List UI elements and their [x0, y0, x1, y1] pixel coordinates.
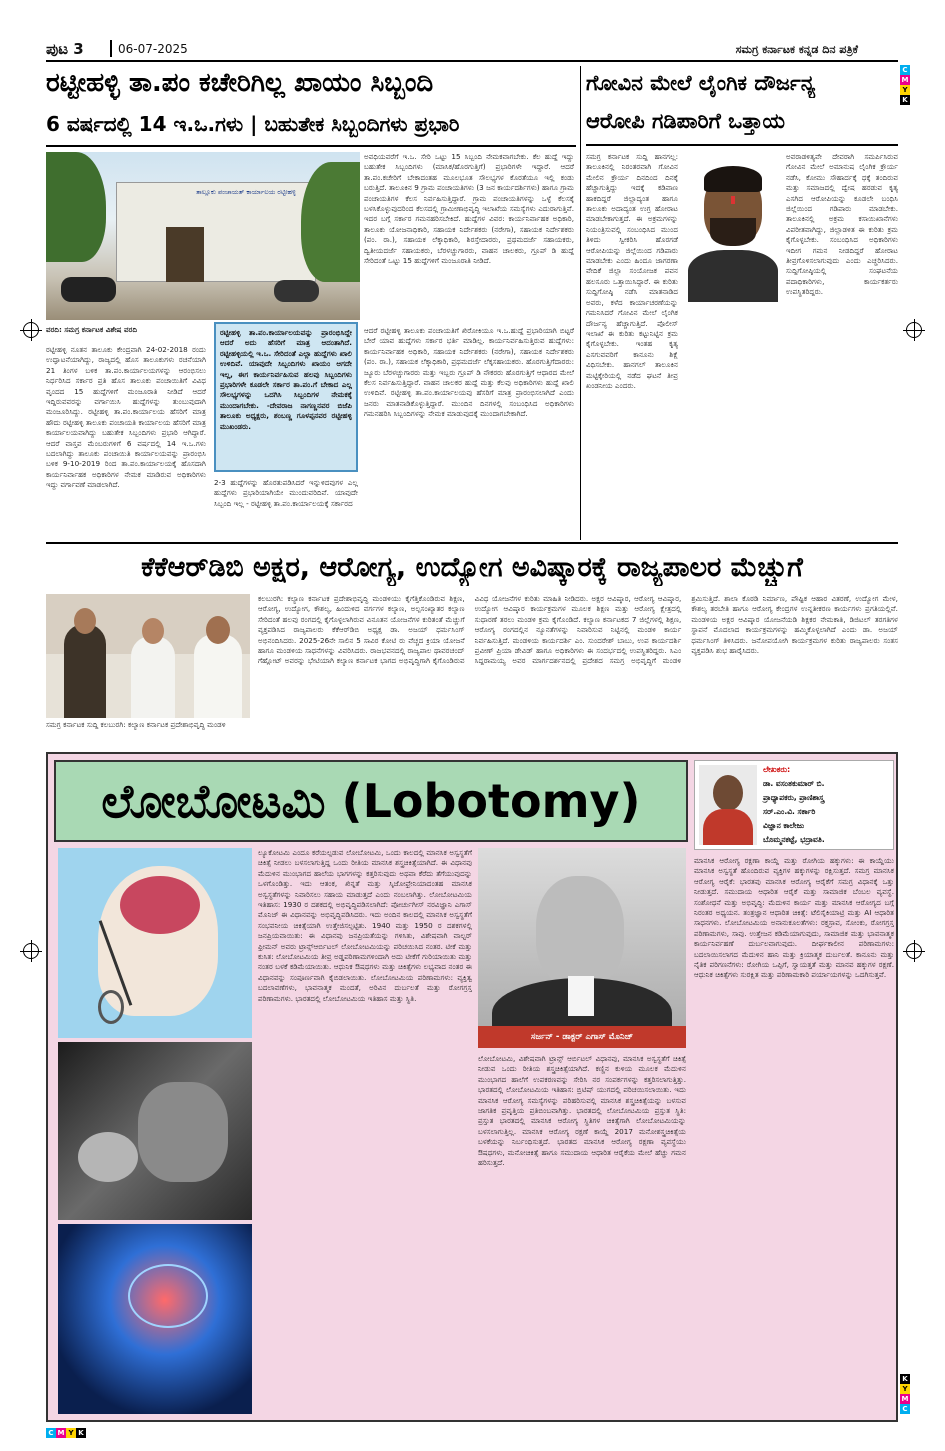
motorbike-1 [61, 277, 116, 302]
story2-headline-2: ಆರೋಪಿ ಗಡಿಪಾರಿಗೆ ಒತ್ತಾಯ [586, 109, 786, 133]
surgeon-figure [138, 1082, 228, 1182]
paper-tagline: ಸಮಗ್ರ ಕರ್ನಾಟಕ ಕನ್ನಡ ದಿನ ಪತ್ರಿಕೆ [735, 43, 858, 56]
moniz-portrait [478, 848, 686, 1048]
story3-headline: ಕೆಕೆಆರ್‌ಡಿಬಿ ಅಕ್ಷರ, ಆರೋಗ್ಯ, ಉದ್ಯೋಗ ಅವಿಷ್ಕಾರಕ್ಕೆ ರಾಜ್ಯಪಾಲರ ಮೆಚ್ಚುಗೆ [141, 552, 803, 583]
patient-head [78, 1132, 138, 1182]
brain-shape [120, 876, 200, 934]
lobotomy-title: ಲೋಬೋಟಮಿ (Lobotomy) [101, 774, 641, 828]
page-header [46, 38, 898, 62]
cmyk-m-3: M [57, 1429, 65, 1437]
story1-after-callout: 2-3 ಹುದ್ದೆಗಳನ್ನು ಹೊರತುಪಡಿಸಿದರೆ ಇನ್ನುಳಿದವುಗಳ ಎಲ್ಲ ಹುದ್ದೆಗಳು ಪ್ರಭಾರಿಯಾಗಿಯೇ ಮುಂದುವರಿದಿವೆ. ಯಾವುದೇ ಸಿಬ್ಬಂದಿ ಇಲ್ಲ - ರಟ್ಟೀಹಳ್ಳಿ ತಾ.ಪಂ.ಕಾರ್ಯಾಲಯಕ್ಕೆ ಸರ್ಕಾರದ [214, 478, 358, 508]
cmyk-k-3: K [76, 1428, 86, 1438]
author-head [713, 775, 743, 811]
lobotomy-title-box [54, 760, 688, 842]
registration-mark-right-top [906, 322, 922, 338]
person-left [64, 624, 106, 718]
story2-divider [580, 66, 581, 540]
moniz-caption-box [478, 1026, 686, 1048]
head-illustration [58, 848, 252, 1038]
portrait-beard [710, 218, 756, 246]
story1-byline: ವರದಿ: ಸಮಗ್ರ ಕರ್ನಾಟಕ ವಿಶೇಷ ವರದಿ [46, 325, 138, 334]
story2-column-2: ಅವರಾಡಳಿತ್ಯವೇ ದೇವರಾಗಿ ಸಮರ್ಪಿಸಿರುವ ಗೋವಿನ ಮೇಲೆ ಅಮಾನುಷ ಲೈಂಗಿಕ ಕ್ರೌರ್ಯ ನಡೆಸಿ, ಕೋಮು ಸೌಹಾರ್ದಕ್ಕೆ ಧಕ್ಕೆ ತಂದಿರುವ ಮತ್ತು ಸಮಾಜದಲ್ಲಿ ದ್ವೇಷ ಹರಡುವ ಕೃತ್ಯ ಎಸಗಿದ ಆರೋಪಿಯನ್ನು ಕೂಡಲೇ ಬಂಧಿಸಿ ಜಿಲ್ಲೆಯಿಂದ ಗಡಿಪಾರು ಮಾಡಬೇಕು. ತಾಲೂಕಿನಲ್ಲಿ ಅಕ್ರಮ ಕಸಾಯಿಖಾನೆಗಳು ವಿಪರೀತವಾಗಿದ್ದು, ಜಿಲ್ಲಾಡಳಿತ ಈ ಕುರಿತು ಕ್ರಮ ಕೈಗೊಳ್ಳಬೇಕು. ಸಂಬಂಧಿಸಿದ ಅಧಿಕಾರಿಗಳು ಇದೀಗ ಗಮನ ನೀಡದಿದ್ದರೆ ಹೋರಾಟ ತೀವ್ರಗೊಳಿಸಲಾಗುವುದು ಎಂದು ಎಚ್ಚರಿಸಿದರು. ಸುದ್ದಿಗೋಷ್ಠಿಯಲ್ಲಿ ಸಂಘಟನೆಯ ಪದಾಧಿಕಾರಿಗಳು, ಕಾರ್ಯಕರ್ತರು ಉಪಸ್ಥಿತರಿದ್ದರು. [786, 152, 898, 297]
person-center [131, 636, 175, 718]
building-sign: ತಾಲ್ಲೂಕು ಪಂಚಾಯತ್ ಕಾರ್ಯಾಲಯ ರಟ್ಟೀಹಳ್ಳಿ [196, 188, 296, 196]
story2-portrait [682, 152, 782, 302]
moniz-collar [568, 976, 594, 1016]
story1-photo [46, 152, 360, 320]
lobotomy-column-1: ಲ್ಯೂಕೋಟಮಿ ಎಂದೂ ಕರೆಯಲ್ಪಡುವ ಲೋಬೋಟಮಿ, ಒಂದು ಕಾಲದಲ್ಲಿ ಮಾನಸಿಕ ಅಸ್ವಸ್ಥತೆಗೆ ಚಿಕಿತ್ಸೆ ನೀಡಲು ಬಳಸಲಾಗುತ್ತಿದ್ದ ಒಂದು ರೀತಿಯ ಮಾನಸಿಕ ಶಸ್ತ್ರಚಿಕಿತ್ಸೆಯಾಗಿದೆ. ಈ ವಿಧಾನವು ಮೆದುಳಿನ ಮುಂಭಾಗದ ಹಾಲೆಯ ಭಾಗಗಳನ್ನು ಕತ್ತರಿಸುವುದು ಅಥವಾ ಕೆರೆದು ತೆಗೆಯುವುದನ್ನು ಒಳಗೊಂಡಿತ್ತು. ಇದು ಆತಂಕ, ಖಿನ್ನತೆ ಮತ್ತು ಸ್ಕಿಜೋಫ್ರೇನಿಯಾದಂತಹ ಮಾನಸಿಕ ಅಸ್ವಸ್ಥತೆಗಳನ್ನು ನಿವಾರಿಸಲು ಸಹಾಯ ಮಾಡುತ್ತದೆ ಎಂದು ನಂಬಲಾಗಿತ್ತು. ಲೋಬೋಟಮಿಯ ಇತಿಹಾಸ: 1930 ರ ದಶಕದಲ್ಲಿ ಅಭಿವೃದ್ಧಿಪಡಿಸಲಾಗಿದೆ: ಪೋರ್ಚುಗೀಸ್ ನರವಿಜ್ಞಾನಿ ಎಗಾಸ್ ಮೊನಿಜ್ ಈ ವಿಧಾನವನ್ನು ಅಭಿವೃದ್ಧಿಪಡಿಸಿದರು. ಇದು ಅಂದಿನ ಕಾಲದಲ್ಲಿ ಮಾನಸಿಕ ಅಸ್ವಸ್ಥತೆಗೆ ಸಂಭವನೀಯ ಚಿಕಿತ್ಸೆಯಾಗಿ ಉತ್ತೇಜಿಸಲ್ಪಟ್ಟಿತು. 1940 ಮತ್ತು 1950 ರ ದಶಕಗಳಲ್ಲಿ ಜನಪ್ರಿಯವಾಯಿತು: ಈ ವಿಧಾನವು ಜನಪ್ರಿಯತೆಯನ್ನು ಗಳಿಸಿತು, ವಿಶೇಷವಾಗಿ ವಾಲ್ಟರ್ ಫ್ರೀಮನ್ ಅವರು ಟ್ರಾನ್ಸ್‌ಆರ್ಬಿಟಲ್ ಲೋಬೋಟಮಿಯನ್ನು ಪರಿಚಯಿಸಿದ ನಂತರ. ಟೀಕೆ ಮತ್ತು ಕುಸಿತ: ಲೋಬೋಟಮಿಯ ತೀವ್ರ ಅಡ್ಡಪರಿಣಾಮಗಳಿಂದಾಗಿ ಅದು ಟೀಕೆಗೆ ಗುರಿಯಾಯಿತು ಮತ್ತು ನಂತರ ಬಳಕೆ ಕಡಿಮೆಯಾಯಿತು. ಆಧುನಿಕ ಔಷಧಗಳು ಮತ್ತು ಚಿಕಿತ್ಸೆಗಳು ಲಭ್ಯವಾದ ನಂತರ ಈ ವಿಧಾನವನ್ನು ಸಂಪೂರ್ಣವಾಗಿ ಕೈಬಿಡಲಾಯಿತು. ಲೋಬೋಟಮಿಯ ಪರಿಣಾಮಗಳು: ವ್ಯಕ್ತಿತ್ವ ಬದಲಾವಣೆಗಳು, ಭಾವನಾತ್ಮಕ ಮಂದತೆ, ಅರಿವಿನ ದುರ್ಬಲತೆ ಮತ್ತು ರೋಗಗ್ರಸ್ತ ಪರಿಣಾಮಗಳು. ಭಾರತದಲ್ಲಿ ಲೋಬೋಟಮಿಯ ಇತಿಹಾಸ ಮತ್ತು ಸ್ಥಿತಿ. [258, 848, 472, 1003]
story1-column-2: ಅವಧಿಯವರೆಗೆ ಇ.ಒ. ಸೇರಿ ಒಟ್ಟು 15 ಸಿಬ್ಬಂದಿ ನೇಮಕವಾಗಬೇಕು. ಕೆಲ ಹುದ್ದೆ ಇದ್ದು ಬಹುತೇಕ ಸಿಬ್ಬಂದಿಗಳು (ಮಾಸಿಕ/ಹೊರಗುತ್ತಿಗೆ) ಪ್ರಭಾರಿಗಳೇ ಇದ್ದಾರೆ. ಆದರೆ ತಾ.ಪಂ.ಕಚೇರಿಗೆ ಬೇಕಾದಂತಹ ಮೂಲಭೂತ ಸೌಲಭ್ಯಗಳ ಕೊರತೆಯೂ ಇಲ್ಲಿ ಕಂಡು ಬರುತ್ತಿದೆ. ತಾಲೂಕಿನ 9 ಗ್ರಾಮ ಪಂಚಾಯತಿಗಳು (3 ಜನ ಕಾರ್ಯದರ್ಶಿಗಳು) ಹಾಗೂ ಗ್ರಾಮ ಪಂಚಾಯತಿಗಳ ಕೆಲಸ ನಿರ್ವಹಿಸುತ್ತಿದ್ದಾರೆ. ಗ್ರಾಮ ಪಂಚಾಯತಿಗಳನ್ನು ಒಳ್ಳೆ ಕೆಲಸಕ್ಕೆ ಬಳಸಿಕೊಳ್ಳುವುದರಿಂದ ಕೆಲಸದಲ್ಲಿ ಗ್ರಾಮೀಣಾಭಿವೃದ್ಧಿ ಇಲಾಖೆಯ ಸಮಸ್ಯೆಗಳು ಎದುರಾಗುತ್ತಿವೆ. ಇದರ ಬಗ್ಗೆ ಸರ್ಕಾರ ಗಮನಹರಿಸಬೇಕಿದೆ. ಹುದ್ದೆಗಳ ವಿವರ: ಕಾರ್ಯನಿರ್ವಾಹಕ ಅಧಿಕಾರಿ, ತಾಲೂಕು ಯೋಜನಾಧಿಕಾರಿ, ಸಹಾಯಕ ನಿರ್ದೇಶಕರು (ನರೇಗಾ), ಸಹಾಯಕ ನಿರ್ದೇಶಕರು (ಪಂ. ರಾ.), ಸಹಾಯಕ ಲೆಕ್ಕಾಧಿಕಾರಿ, ಶಿರಸ್ತೇದಾರರು, ಪ್ರಥಮದರ್ಜೆ ಸಹಾಯಕರು, ದ್ವಿತೀಯದರ್ಜೆ ಸಹಾಯಕರು, ಬೆರಳಚ್ಚುಗಾರರು, ವಾಹನ ಚಾಲಕರು, ಗ್ರೂಪ್ ಡಿ ಹುದ್ದೆ ಸೇರಿದಂತೆ ಒಟ್ಟು 15 ಹುದ್ದೆಗಳಿಗೆ ಮಂಜೂರಾತಿ ನೀಡಿದೆ. [364, 152, 574, 266]
story1-subheadline: 6 ವರ್ಷದಲ್ಲಿ 14 ಇ.ಒ.ಗಳು | ಬಹುತೇಕ ಸಿಬ್ಬಂದಿಗಳು ಪ್ರಭಾರಿ [46, 112, 460, 136]
brain-glow [128, 1264, 208, 1328]
story1-rule [46, 145, 576, 147]
cmyk-strip-bottom-right [900, 1374, 910, 1414]
cmyk-y-2: Y [900, 1384, 910, 1394]
tree-right [301, 162, 360, 282]
person-right-head [206, 616, 230, 644]
building-wall [116, 182, 316, 282]
author-label: ಲೇಖಕರು: [763, 765, 791, 774]
brain-scan-illustration [58, 1224, 252, 1414]
moniz-head [536, 876, 624, 986]
registration-mark-left-top [23, 322, 39, 338]
story3-text: ಕಲಬುರಗಿ: ಕಲ್ಯಾಣ ಕರ್ನಾಟಕ ಪ್ರದೇಶಾಭಿವೃದ್ಧಿ ಮಂಡಳಿಯು ಕೈಗೆತ್ತಿಕೊಂಡಿರುವ ಶಿಕ್ಷಣ, ಆರೋಗ್ಯ, ಉದ್ಯೋಗ, ಕೌಶಲ್ಯ, ಹಿಂದುಳಿದ ವರ್ಗಗಳ ಕಲ್ಯಾಣ, ಅಲ್ಪಸಂಖ್ಯಾತರ ಕಲ್ಯಾಣ ಸೇರಿದಂತೆ ಹಲವು ರಂಗದಲ್ಲಿ ಕೈಗೊಳ್ಳಲಾಗಿರುವ ವಿನೂತನ ಯೋಜನೆಗಳ ಕುರಿತಂತೆ ಮೆಚ್ಚುಗೆ ವ್ಯಕ್ತಪಡಿಸಿದ ರಾಜ್ಯಪಾಲರು ಕೆಕೆಆರ್‌ಡಿಬಿ ಅಧ್ಯಕ್ಷ ಡಾ. ಅಜಯ್ ಧರ್ಮಸಿಂಗ್ ಅಭಿನಂದಿಸಿದರು. 2025-26ನೇ ಸಾಲಿನ 5 ಸಾವಿರ ಕೋಟಿ ರು ವೆಚ್ಚದ ಕ್ರಿಯಾ ಯೋಜನೆ ಹಾಗೂ ಮಂಡಳಿಯ ಸಾಧನೆಗಳನ್ನು ವಿವರಿಸಿದರು. ರಾಜಭವನದಲ್ಲಿ ರಾಜ್ಯಪಾಲ ಥಾವರಚಂದ್ ಗೆಹ್ಲೋಟ್ ಅವರನ್ನು ಭೇಟಿಯಾಗಿ ಕಲ್ಯಾಣ ಕರ್ನಾಟಕ ಭಾಗದ ಅಭಿವೃದ್ಧಿಗಾಗಿ ಕೈಗೊಂಡಿರುವ ವಿವಿಧ ಯೋಜನೆಗಳ ಕುರಿತು ಮಾಹಿತಿ ನೀಡಿದರು. ಅಕ್ಷರ ಆವಿಷ್ಕಾರ, ಆರೋಗ್ಯ ಆವಿಷ್ಕಾರ, ಉದ್ಯೋಗ ಆವಿಷ್ಕಾರ ಕಾರ್ಯಕ್ರಮಗಳ ಮೂಲಕ ಶಿಕ್ಷಣ ಮತ್ತು ಆರೋಗ್ಯ ಕ್ಷೇತ್ರದಲ್ಲಿ ಸುಧಾರಣೆ ತರಲು ಮಂಡಳಿ ಕ್ರಮ ಕೈಗೊಂಡಿದೆ. ಕಲ್ಯಾಣ ಕರ್ನಾಟಕದ 7 ಜಿಲ್ಲೆಗಳಲ್ಲಿ ಶಿಕ್ಷಣ, ಆರೋಗ್ಯ ರಂಗದಲ್ಲಿನ ನ್ಯೂನತೆಗಳನ್ನು ನಿವಾರಿಸುವ ನಿಟ್ಟಿನಲ್ಲಿ ಮಂಡಳಿ ಕಾರ್ಯ ನಿರ್ವಹಿಸುತ್ತಿದೆ. ಮಂಡಳಿಯ ಕಾರ್ಯದರ್ಶಿ ಎಂ. ಸುಂದರೇಶ್ ಬಾಬು, ಉಪ ಕಾರ್ಯದರ್ಶಿ ಪ್ರವೀಣ್ ಪ್ರಿಯಾ ಡೇವಿಡ್ ಹಾಗೂ ಅಧಿಕಾರಿಗಳು ಈ ಸಂದರ್ಭದಲ್ಲಿ ಉಪಸ್ಥಿತರಿದ್ದರು. ಸಿಎಂ ಸಿದ್ದರಾಮಯ್ಯ ಅವರ ಮಾರ್ಗದರ್ಶನದಲ್ಲಿ ಪ್ರದೇಶದ ಸಮಗ್ರ ಅಭಿವೃದ್ಧಿಗೆ ಮಂಡಳಿ ಶ್ರಮಿಸುತ್ತಿದೆ. ಶಾಲಾ ಕೊಠಡಿ ನಿರ್ಮಾಣ, ಪೌಷ್ಟಿಕ ಆಹಾರ ವಿತರಣೆ, ಉದ್ಯೋಗ ಮೇಳ, ಕೌಶಲ್ಯ ತರಬೇತಿ ಹಾಗೂ ಆರೋಗ್ಯ ಕೇಂದ್ರಗಳ ಉನ್ನತೀಕರಣ ಕಾರ್ಯಗಳು ಪ್ರಗತಿಯಲ್ಲಿವೆ. ಮಂಡಳಿಯ ಅಕ್ಷರ ಆವಿಷ್ಕಾರ ಯೋಜನೆಯಡಿ ಶಿಕ್ಷಕರ ನೇಮಕಾತಿ, ಡಿಜಿಟಲ್ ತರಗತಿಗಳ ಸ್ಥಾಪನೆ ಮೊದಲಾದ ಕಾರ್ಯಕ್ರಮಗಳನ್ನು ಹಮ್ಮಿಕೊಳ್ಳಲಾಗಿದೆ ಎಂದು ಡಾ. ಅಜಯ್ ಧರ್ಮಸಿಂಗ್ ತಿಳಿಸಿದರು. ಜನೋಪಯೋಗಿ ಕಾರ್ಯಕ್ರಮಗಳ ಕುರಿತು ರಾಜ್ಯಪಾಲರು ಸಂತಸ ವ್ಯಕ್ತಪಡಿಸಿ ಶುಭ ಹಾರೈಸಿದರು. [258, 594, 898, 666]
cmyk-k: K [900, 95, 910, 105]
portrait-tilak [731, 196, 735, 204]
pick-loop [98, 990, 124, 1024]
cmyk-strip-bottom-left [46, 1428, 86, 1438]
page-number: ಪುಟ 3 [46, 40, 84, 58]
cmyk-m-2: M [901, 1395, 909, 1403]
story1-callout [214, 322, 358, 472]
story3-photo [46, 594, 250, 718]
building-door [166, 227, 204, 282]
story2-column-1: ಸಮಗ್ರ ಕರ್ನಾಟಕ ಸುದ್ದಿ ಹಾನಗಲ್ಲ: ತಾಲೂಕಿನಲ್ಲಿ ನಿರಂತರವಾಗಿ ಗೋವಿನ ಮೇಲಿನ ಕ್ರೌರ್ಯ ದಿನದಿಂದ ದಿನಕ್ಕೆ ಹೆಚ್ಚಾಗುತ್ತಿದ್ದು ಇದಕ್ಕೆ ಕಡಿವಾಣ ಹಾಕದಿದ್ದರೆ ಜಿಲ್ಲಾದ್ಯಂತ ಹಾಗೂ ತಾಲೂಕು ಅದಾದ್ಯಂತ ಉಗ್ರ ಹೋರಾಟ ಮಾಡಬೇಕಾಗುತ್ತದೆ. ಈ ಅಕ್ರಮಗಳನ್ನು ನಿಯಂತ್ರಿಸುವಲ್ಲಿ ಸಂಬಂಧಿಸಿದ ಮುಂದ ತಿಳಿದು ಸ್ವೀಕರಿಸಿ ಹೊರಗಡೆ ಆರೋಪಿಯನ್ನು ಜಿಲ್ಲೆಯಿಂದ ಗಡಿಪಾರು ಮಾಡಬೇಕು ಎಂದು ಹಿಂದೂ ಜಾಗರಣಾ ವೇದಿಕೆ ಜಿಲ್ಲಾ ಸಂಯೋಜಕ ಪವನ ಹಲಸೂರು ಒತ್ತಾಯಿಸಿದ್ದಾರೆ. ಈ ಕುರಿತು ಸುದ್ದಿಗೋಷ್ಠಿ ನಡೆಸಿ ಮಾತನಾಡಿದ ಅವರು, ಕಳೆದ ಕಾರ್ಯಾಚರಣೆಯನ್ನು ಗಮನಿಸಿದರೆ ಗೋವಿನ ಮೇಲೆ ಲೈಂಗಿಕ ದೌರ್ಜನ್ಯ ಹೆಚ್ಚಾಗುತ್ತಿದೆ. ಪೊಲೀಸ್ ಇಲಾಖೆ ಈ ಕುರಿತು ಕಟ್ಟುನಿಟ್ಟಿನ ಕ್ರಮ ಕೈಗೊಳ್ಳಬೇಕು. ಇಂತಹ ಕೃತ್ಯ ಎಸಗುವವರಿಗೆ ಕಾನೂನು ಶಿಕ್ಷೆ ವಿಧಿಸಬೇಕು. ಹಾನಗಲ್ ತಾಲೂಕಿನ ಮಟ್ಟಿಕ್ಕೇರಿಯಲ್ಲಿ ನಡೆದ ಘಟನೆ ತೀವ್ರ ಖಂಡನೀಯ ಎಂದರು. [586, 152, 678, 390]
cmyk-y: Y [900, 85, 910, 95]
author-line-5: ಬೊಮ್ಮನಕಟ್ಟೆ, ಭದ್ರಾವತಿ. [763, 835, 825, 844]
cmyk-c: C [900, 65, 910, 75]
story3-top-rule [46, 542, 898, 544]
story1-headline: ರಟ್ಟೀಹಳ್ಳಿ ತಾ.ಪಂ ಕಚೇರಿಗಿಲ್ಲ ಖಾಯಂ ಸಿಬ್ಬಂದಿ [46, 68, 434, 98]
header-rule [46, 60, 898, 62]
cmyk-m: M [901, 76, 909, 84]
tree-left [46, 152, 106, 262]
page-date: 06-07-2025 [118, 42, 188, 56]
portrait-hair [704, 166, 762, 192]
story2-rule [586, 144, 898, 146]
registration-mark-left-bottom [23, 943, 39, 959]
header-divider [110, 40, 112, 57]
person-center-head [142, 618, 164, 644]
lobotomy-column-2: ಲೋಬೋಟಮಿ, ವಿಶೇಷವಾಗಿ ಟ್ರಾನ್ಸ್ ಆರ್ಬಿಟಲ್ ವಿಧಾನವು, ಮಾನಸಿಕ ಅಸ್ವಸ್ಥತೆಗೆ ಚಿಕಿತ್ಸೆ ನೀಡುವ ಒಂದು ರೀತಿಯ ಶಸ್ತ್ರಚಿಕಿತ್ಸೆಯಾಗಿದೆ. ಕಣ್ಣಿನ ಕುಳಿಯ ಮೂಲಕ ಮೆದುಳಿನ ಮುಂಭಾಗದ ಹಾಲೆಗೆ ಉಪಕರಣವನ್ನು ಸೇರಿಸಿ ನರ ಸಂಪರ್ಕಗಳನ್ನು ಕತ್ತರಿಸಲಾಗುತ್ತಿತ್ತು. ಭಾರತದಲ್ಲಿ ಲೋಬೋಟಮಿಯ ಇತಿಹಾಸ: ಬ್ರಿಟಿಷ್ ಯುಗದಲ್ಲಿ ಪರಿಚಯಿಸಲಾಯಿತು. ಇದು ಮಾನಸಿಕ ಆರೋಗ್ಯ ಸಮಸ್ಯೆಗಳನ್ನು ಪರಿಹರಿಸುವಲ್ಲಿ ಮಾನಸಿಕ ಶಸ್ತ್ರಚಿಕಿತ್ಸೆಯನ್ನು ಬಳಸುವ ಜಾಗತಿಕ ಪ್ರವೃತ್ತಿಯ ಪ್ರತಿಬಿಂಬವಾಗಿತ್ತು. ಭಾರತದಲ್ಲಿ ಲೋಬೋಟಮಿಯ ಪ್ರಸ್ತುತ ಸ್ಥಿತಿ: ಪ್ರಸ್ತುತ ಭಾರತದಲ್ಲಿ ಮಾನಸಿಕ ಆರೋಗ್ಯ ಸ್ಥಿತಿಗಳ ಚಿಕಿತ್ಸೆಗಾಗಿ ಲೋಬೋಟಮಿಯನ್ನು ಬಳಸಲಾಗುತ್ತಿಲ್ಲ. ಮಾನಸಿಕ ಆರೋಗ್ಯ ರಕ್ಷಣೆ ಕಾಯ್ದೆ 2017 ಮನೋಶಸ್ತ್ರಚಿಕಿತ್ಸೆಯ ಬಳಕೆಯನ್ನು ನಿರ್ಬಂಧಿಸುತ್ತದೆ. ಭಾರತದ ಮಾನಸಿಕ ಆರೋಗ್ಯ ರಕ್ಷಣಾ ವ್ಯವಸ್ಥೆಯು ಔಷಧಗಳು, ಮನೋಚಿಕಿತ್ಸೆ ಹಾಗೂ ಸಮುದಾಯ ಆಧಾರಿತ ಆರೈಕೆಯ ಮೇಲೆ ಹೆಚ್ಚು ಗಮನ ಹರಿಸುತ್ತದೆ. [478, 1054, 686, 1168]
author-name: ಡಾ. ವಸಂತಕುಮಾರ್ ಬಿ. [763, 779, 825, 788]
story1-column-1: ರಟ್ಟೀಹಳ್ಳಿ ನೂತನ ತಾಲೂಕು ಕೇಂದ್ರವಾಗಿ 24-02-2018 ರಂದು ಉದ್ಘಾಟನೆಯಾಗಿದ್ದು, ರಾಜ್ಯದಲ್ಲಿ ಹೊಸ ತಾಲೂಕುಗಳು ರಚನೆಯಾಗಿ 21 ತಿಂಗಳ ಬಳಿಕ ತಾ.ಪಂ.ಕಾರ್ಯಾಲಯಗಳನ್ನು ಆರಂಭಿಸಲು ನಿರ್ಧರಿಸಿದ ಸರ್ಕಾರ ಪ್ರತಿ ಹೊಸ ತಾಲೂಕು ಪಂಚಾಯಿತಿಗೆ ವಿವಿಧ ವೃಂದದ 15 ಹುದ್ದೆಗಳಿಗೆ ಮಂಜೂರಾತಿ ನೀಡಿದೆ ಆದರೆ ಇದ್ದಿರುವವರನ್ನು ವರ್ಗಾಯಿಸಿ ಹುದ್ದೆಗಳನ್ನು ತುಂಬುವುದಾಗಿ ಮಂಜೂರಿಸಿದ್ದು. ರಟ್ಟೀಹಳ್ಳಿ ತಾ.ಪಂ.ಕಾರ್ಯಾಲಯ ಹೆಸರಿಗೆ ಮಾತ್ರ ಹೌದು ರಟ್ಟೀಹಳ್ಳಿ ತಾಲೂಕು ಪಂಚಾಯತಿ ಕಾರ್ಯಾಲಯ ಹೆಸರಿಗೆ ಮಾತ್ರ ಕಾರ್ಯಾಲಯವಾಗಿದ್ದು ಬಹುತೇಕ ಸಿಬ್ಬಂದಿಗಳು ಪ್ರಭಾರಿ ಆಗಿದ್ದಾರೆ. ಆದರೆ ವಾಸ್ತವ ಮೆಂಬರುಗಳಿಗೆ 6 ವರ್ಷದಲ್ಲಿ 14 ಇ.ಒ.ಗಳು ಬದಲಾಗಿದ್ದು ತಾಲೂಕು ಪಂಚಾಯಿತಿ ಕಾರ್ಯಾಲಯವನ್ನು ಪ್ರಾರಂಭಿಸಿ ಬಳಿಕ 9-10-2019 ರಿಂದ ತಾ.ಪಂ.ಕಾರ್ಯಾಲಯಕ್ಕೆ ಹೊಸದಾಗಿ ಕಾರ್ಯನಿರ್ವಾಹಕ ಅಧಿಕಾರಿಗಳ ನೇಮಕ ಮಾಡಿರುವ ಅಧಿಕಾರಿಗಳು ಇದ್ದು ವರ್ಗಾವಣೆ ಮಾಡಲಾಗಿದೆ. [46, 345, 206, 490]
lobotomy-column-3: ಮಾನಸಿಕ ಆರೋಗ್ಯ ರಕ್ಷಣಾ ಕಾಯ್ದೆ ಮತ್ತು ರೋಗಿಯ ಹಕ್ಕುಗಳು: ಈ ಕಾಯ್ದೆಯು ಮಾನಸಿಕ ಅಸ್ವಸ್ಥತೆ ಹೊಂದಿರುವ ವ್ಯಕ್ತಿಗಳ ಹಕ್ಕುಗಳನ್ನು ರಕ್ಷಿಸುತ್ತದೆ. ಸಮಗ್ರ ಮಾನಸಿಕ ಆರೋಗ್ಯ ಆರೈಕೆ: ಭಾರತವು ಮಾನಸಿಕ ಆರೋಗ್ಯ ಆರೈಕೆಗೆ ಸಮಗ್ರ ವಿಧಾನಕ್ಕೆ ಒತ್ತು ನೀಡುತ್ತದೆ. ಸಮುದಾಯ ಆಧಾರಿತ ಆರೈಕೆ ಮತ್ತು ಸಾಮಾಜಿಕ ಬೆಂಬಲ ವ್ಯವಸ್ಥೆ. ಸಂಶೋಧನೆ ಮತ್ತು ಅಭಿವೃದ್ಧಿ: ಮೆದುಳಿನ ಕಾರ್ಯ ಮತ್ತು ಮಾನಸಿಕ ಆರೋಗ್ಯದ ಬಗ್ಗೆ ನಿರಂತರ ಅಧ್ಯಯನ. ತಂತ್ರಜ್ಞಾನ ಆಧಾರಿತ ಚಿಕಿತ್ಸೆ: ಟೆಲಿಸೈಕಿಯಾಟ್ರಿ ಮತ್ತು AI ಆಧಾರಿತ ಸಾಧನಗಳು. ಲೋಬೋಟಮಿಯ ಅನಾನುಕೂಲತೆಗಳು: ರಕ್ತಸ್ರಾವ, ಸೋಂಕು, ರೋಗಗ್ರಸ್ತ ಪರಿಣಾಮಗಳು, ಸಾವು. ಉತ್ತೇಜನ ಕಡಿಮೆಯಾಗುವುದು, ಸಾಮಾಜಿಕ ಮತ್ತು ಭಾವನಾತ್ಮಕ ಕಾರ್ಯನಿರ್ವಹಣೆ ದುರ್ಬಲವಾಗುವುದು. ದೀರ್ಘಕಾಲೀನ ಪರಿಣಾಮಗಳು: ಬದಲಾಯಿಸಲಾಗದ ಮೆದುಳಿನ ಹಾನಿ ಮತ್ತು ಕ್ರಿಯಾತ್ಮಕ ದುರ್ಬಲತೆ. ಕಾನೂನು ಮತ್ತು ನೈತಿಕ ಪರಿಗಣನೆಗಳು: ರೋಗಿಯ ಒಪ್ಪಿಗೆ, ಸ್ವಾಯತ್ತತೆ ಮತ್ತು ಮಾನವ ಹಕ್ಕುಗಳ ರಕ್ಷಣೆ. ಆಧುನಿಕ ಚಿಕಿತ್ಸೆಗಳು ಸುರಕ್ಷಿತ ಮತ್ತು ಪರಿಣಾಮಕಾರಿ ಪರ್ಯಾಯಗಳನ್ನು ಒದಗಿಸುತ್ತವೆ. [694, 856, 894, 980]
story3-photo-caption: ಸಮಗ್ರ ಕರ್ನಾಟಕ ಸುದ್ದಿ ಕಲಬುರಗಿ: ಕಲ್ಯಾಣ ಕರ್ನಾಟಕ ಪ್ರದೇಶಾಭಿವೃದ್ಧಿ ಮಂಡಳಿ [46, 720, 226, 729]
author-line-3: ಸರ್.ಎಂ.ವಿ. ಸರ್ಕಾರಿ [763, 807, 816, 816]
registration-mark-right-bottom [906, 943, 922, 959]
cmyk-c-2: C [900, 1404, 910, 1414]
story2-headline-1: ಗೋವಿನ ಮೇಲೆ ಲೈಂಗಿಕ ದೌರ್ಜನ್ಯ [586, 71, 816, 95]
cmyk-c-3: C [46, 1428, 56, 1438]
surgery-photo [58, 1042, 252, 1220]
cmyk-y-3: Y [66, 1428, 76, 1438]
author-body [703, 809, 753, 845]
person-left-head [74, 608, 96, 634]
cmyk-strip-top [900, 65, 910, 105]
portrait-shirt [688, 250, 778, 302]
motorbike-2 [274, 280, 319, 302]
callout-text: ರಟ್ಟೀಹಳ್ಳಿ ತಾ.ಪಂ.ಕಾರ್ಯಾಲಯವನ್ನು ಪ್ರಾರಂಭಿಸಿದ್ದೇ ಆದರೆ ಅದು ಹೆಸರಿಗೆ ಮಾತ್ರ ಆದಂತಾಗಿದೆ. ರಟ್ಟೀಹಳ್ಳಿಯಲ್ಲಿ ಇ.ಒ. ಸೇರಿದಂತೆ ಎಲ್ಲಾ ಹುದ್ದೆಗಳು ಖಾಲಿ ಉಳಿದಿವೆ. ಯಾವುದೇ ಸಿಬ್ಬಂದಿಗಳು ಖಾಯಂ ಆಗದೇ ಇಲ್ಲ, ಈಗ ಕಾರ್ಯನಿರ್ವಹಿಸುವ ಹಲವು ಸಿಬ್ಬಂದಿಗಳು ಪ್ರಭಾರಿಗಳೇ ಕೂಡಲೇ ಸರ್ಕಾರ ತಾ.ಪಂ.ಗೆ ಬೇಕಾದ ಎಲ್ಲ ಸೌಲಭ್ಯಗಳನ್ನು ಒದಗಿಸಿ ಸಿಬ್ಬಂದಿಗಳ ನೇಮಕಕ್ಕೆ ಮುಂದಾಗಬೇಕು. -ದೇವರಾಜ ನಾಗಣ್ಣನವರ ಬಿಜೆಪಿ ತಾಲೂಕು ಅಧ್ಯಕ್ಷರು, ಶಂಬಣ್ಣ ಗೂಳಪ್ಪನವರ ರಟ್ಟೀಹಳ್ಳಿ ಮುಖಂಡರು. [220, 328, 352, 431]
author-box [694, 760, 894, 850]
person-right [194, 634, 242, 718]
story1-column-3: ಆದರೆ ರಟ್ಟೀಹಳ್ಳಿ ತಾಲೂಕು ಪಂಚಾಯತಿಗೆ ಖಿರೋಕಿಯೂ ಇ.ಒ.ಹುದ್ದೆ ಪ್ರಭಾರಿಯಾಗಿ ಬಿಟ್ಟರೆ ಬೇರೆ ಯಾವ ಹುದ್ದೆಗಳು ಸರ್ಕಾರ ಭರ್ತಿ ಮಾಡಿಲ್ಲ. ಕಾರ್ಯನಿರ್ವಹಿಸುತ್ತಿರುವ ಹುದ್ದೆಗಳು: ಕಾರ್ಯನಿರ್ವಾಹಕ ಅಧಿಕಾರಿ, ಸಹಾಯಕ ನಿರ್ದೇಶಕರು (ನರೇಗಾ), ಸಹಾಯಕ ನಿರ್ದೇಶಕರು (ಪಂ. ರಾ.), ಸಹಾಯಕ ಲೆಕ್ಕಾಧಿಕಾರಿ, ಪ್ರಥಮದರ್ಜೆ ಲೆಕ್ಕಸಹಾಯಕರು. ಹೊರಗುತ್ತಿಗೆದಾರರು: ಜ್ಯೂರು ಬೆರಳಚ್ಚುಗಾರರು ಮತ್ತು ಇಬ್ಬರು ಗ್ರೂಪ್ ಡಿ ನೌಕರರು ಹೊರಗುತ್ತಿಗೆ ಆಧಾರದ ಮೇಲೆ ಕೆಲಸ ನಿರ್ವಹಿಸುತ್ತಿದ್ದಾರೆ. ವಾಹನ ಚಾಲಕರ ಹುದ್ದೆ ಮತ್ತು ಕೆಲವು ಅಧಿಕಾರಿಗಳು ಹುದ್ದೆ ಖಾಲಿ ಉಳಿದಿವೆ. ರಟ್ಟೀಹಳ್ಳಿ ತಾ.ಪಂ.ಕಾರ್ಯಾಲಯವು ಹೆಸರಿಗೆ ಮಾತ್ರ ಪ್ರಾರಂಭಿಸಲಾಗಿದೆ ಎಂದು ಜನರು ಮಾತನಾಡಿಕೊಳ್ಳುತ್ತಿದ್ದಾರೆ. ಮುಂದಿನ ದಿನಗಳಲ್ಲಿ ಸಂಬಂಧಿಸಿದ ಅಧಿಕಾರಿಗಳು ಗಮನಹರಿಸಿ ಸಿಬ್ಬಂದಿಗಳನ್ನು ನೇಮಕ ಮಾಡುವುದಕ್ಕೆ ಮುಂದಾಗಬೇಕಾಗಿದೆ. [364, 326, 574, 419]
cmyk-k-2: K [900, 1374, 910, 1384]
author-line-4: ವಿಜ್ಞಾನ ಕಾಲೇಜು [763, 821, 805, 830]
author-line-2: ಪ್ರಾಧ್ಯಾಪಕರು, ಪ್ರಾಣಿಶಾಸ್ತ್ರ [763, 793, 825, 802]
moniz-caption: ಸರ್ಜನ್ - ಡಾಕ್ಟರ್ ಎಗಾಸ್ ಮೊನಿಜ್ [530, 1032, 634, 1042]
author-photo [699, 765, 757, 845]
